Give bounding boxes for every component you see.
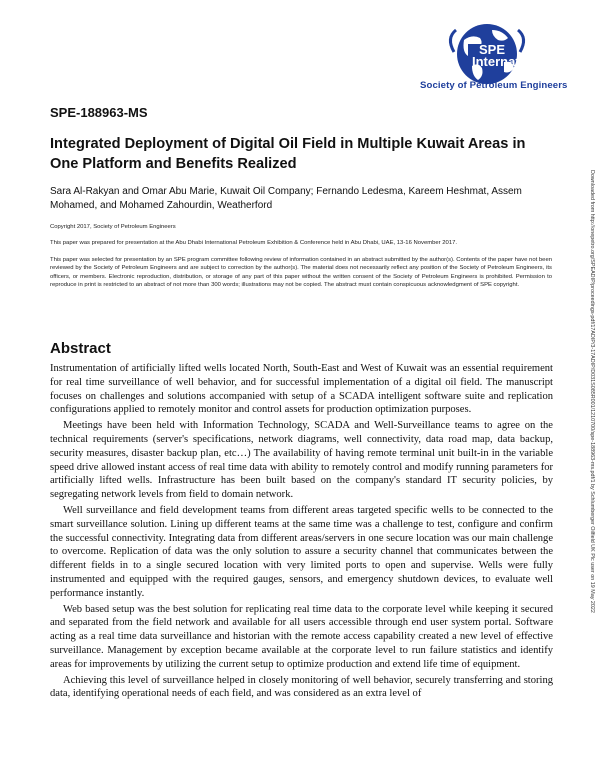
abstract-paragraph: Meetings have been held with Information Technology, SCADA and Well-Surveillance teams to agree on the technical requirements (server's specifications, network diagrams, well connectivity, data road map, data backup, security measures, disaster backup plan, etc…) The availability of having remote terminal unit built-in in the variable speed drive allowed instant access of real time data with ability to remotely control and modify running parameters for artificially lifted wells. Infrastructure has been built based on the company's standard IT security policies, by segregating network levels from field to domain network.: [50, 420, 553, 501]
authors: Sara Al-Rakyan and Omar Abu Marie, Kuwait Oil Company; Fernando Ledesma, Kareem Heshmat, Assem Mohamed, and Mohamed Zahourdin, Weatherford: [50, 186, 522, 211]
abstract-paragraph: Well surveillance and field development teams from different areas targeted specific wells to be connected to the smart surveillance solution. Lining up different teams at the same time was a challenge to test, configure and confirm the successful connectivity. Integrating data from different areas/servers in one secure location was our main challenge to overcome. Replication of data was the only solution to assure a security channel that communicates between the different fields in to a single secured location with very limited ports to open and supervise. Wells were fully instrumented and equipped with the required gauges, sensors, and emergency shutdown devices, to evaluate well performance instantly.: [50, 504, 553, 599]
abstract-paragraph: Web based setup was the best solution for replicating real time data to the corporate level while keeping it secured and separated from the field network and available for all users accessible through end user system portal. Software acting as a real time data surveillance and historian with the remote access capability created a new level of effective surveillance. Management by exception became available at the corporate level to run failure statistics and identify areas for improvements by utilizing the current setup to optimize production and extend life time of equipment.: [50, 603, 553, 670]
spe-logo-mark: SPE International: [472, 42, 551, 69]
paper-title: Integrated Deployment of Digital Oil Field in Multiple Kuwait Areas in One Platform and Benefits Realized: [50, 136, 526, 172]
download-sidebar: [585, 170, 595, 640]
copyright-notice: Copyright 2017, Society of Petroleum Engineers: [50, 224, 176, 230]
abstract-paragraph: Instrumentation of artificially lifted wells located North, South-East and West of Kuwait was an essential requirement for real time surveillance of well behavior, and for successful implementation of a digital oil field. The manuscript focuses on challenges and solutions accompanied with setup of a SCADA intelligent software suite and replication configurations applied to remotely monitor and control assets for production optimization purposes.: [50, 363, 553, 416]
presentation-notice: This paper was prepared for presentation at the Abu Dhabi International Petroleum Exhibition & Conference held in Abu Dhabi, UAE, 13-16 November 2017.: [50, 240, 458, 246]
spe-logo-text: Society of Petroleum Engineers: [420, 80, 568, 91]
abstract-body: [50, 362, 553, 701]
abstract-heading: Abstract: [50, 340, 111, 357]
abstract-paragraph: Achieving this level of surveillance helped in closely monitoring of well behavior, securely transferring and storing data, identifying operational needs of each field, and was considered as an extra level of: [50, 674, 553, 700]
review-notice: This paper was selected for presentation by an SPE program committee following review of information contained in an abstract submitted by the author(s). Contents of the paper have not been reviewed by the Society of Petroleum Engineers and are subject to correction by the author(s). The material does not necessarily reflect any position of the Society of Petroleum Engineers, its officers, or members. Electronic reproduction, distribution, or storage of any part of this paper without the written consent of the Society of Petroleum Engineers is prohibited. Permission to reproduce in print is restricted to an abstract of not more than 300 words; illustrations may not be copied. The abstract must contain conspicuous acknowledgment of SPE copyright.: [50, 257, 552, 288]
download-notice: Downloaded from http://onepetro.org/SPEADIP/proceedings-pdf/17ADIP/3-17ADIP/D031S085R001/1210700/spe-188963-ms.pdf/1 by Schlumberger Oilfield UK Plc user on 19 May 2022: [589, 170, 595, 613]
paper-id: SPE-188963-MS: [50, 105, 148, 120]
